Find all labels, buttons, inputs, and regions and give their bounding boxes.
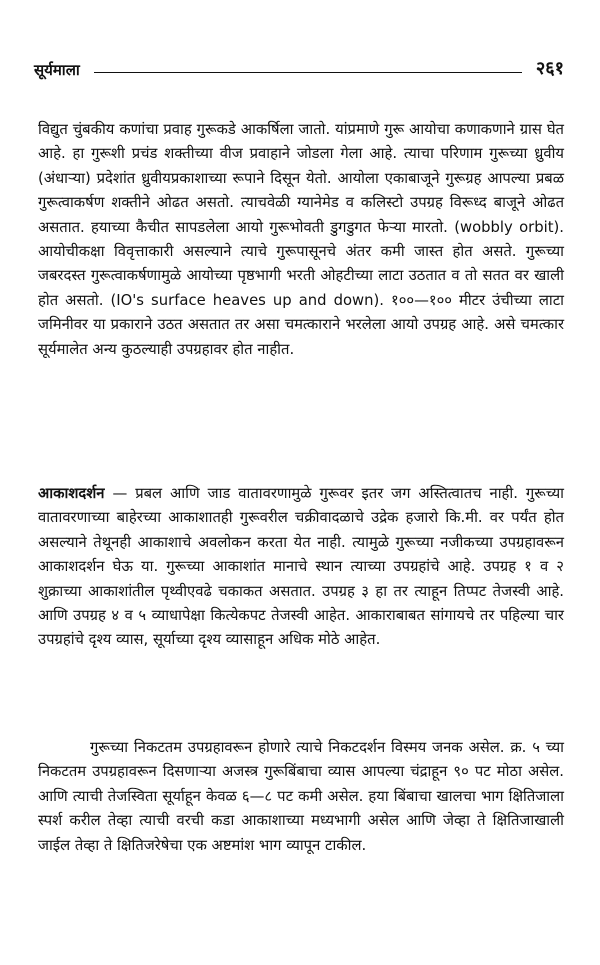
paragraph-io: विद्युत चुंबकीय कणांचा प्रवाह गुरूकडे आकर्षिला जातो. यांप्रमाणे गुरू आयोचा कणाकणाने ग्रास घेत आहे. हा गुरूशी प्रचंड शक्तीच्या वीज प्रवाहाने जोडला गेला आहे. त्याचा परिणाम गुरूच्या ध्रुवीय (अंधाऱ्या) प्रदेशांत ध्रुवीयप्रकाशाच्या रूपाने दिसून येतो. आयोला एकाबाजूने गुरूग्रह आपल्या प्रबळ गुरूत्वाकर्षण शक्तीने ओढत असतो. त्याचवेळी ग्यानेमेड व कलिस्टो उपग्रह विरूध्द बाजूने ओढत असतात. हयाच्या कैचीत सापडलेला आयो गुरूभोवती डुगडुगत फेऱ्या मारतो. (wobbly orbit). आयोचीकक्षा विवृत्ताकारी असल्याने त्याचे गुरूपासूनचे अंतर कमी जास्त होत असते. गुरूच्या जबरदस्त गुरूत्वाकर्षणामुळे आयोच्या पृष्ठभागी भरती ओहटीच्या लाटा उठतात व तो सतत वर खाली होत असतो. (IO's surface heaves up and down). १००—१०० मीटर उंचीच्या लाटा जमिनीवर या प्रकाराने उठत असतात तर असा चमत्काराने भरलेला आयो उपग्रह आहे. असे चमत्कार सूर्यमालेत अन्य कुठल्याही उपग्रहावर होत नाहीत.: [38, 121, 564, 358]
paragraph-close-view: गुरूच्या निकटतम उपग्रहावरून होणारे त्याचे निकटदर्शन विस्मय जनक असेल. क्र. ५ च्या निकटतम उपग्रहावरून दिसणाऱ्या अजस्त्र गुरूबिंबाचा व्यास आपल्या चंद्राहून ९० पट मोठा असेल. आणि त्याची तेजस्विता सूर्याहून केवळ ६—८ पट कमी असेल. हया बिंबाचा खालचा भाग क्षितिजाला स्पर्श करील तेव्हा त्याची वरची कडा आकाशाच्या मध्यभागी असेल आणि जेव्हा ते क्षितिजाखाली जाईल तेव्हा ते क्षितिजरेषेचा एक अष्टमांश भाग व्यापून टाकील.: [38, 739, 564, 854]
paragraph-sky-view: [38, 482, 564, 653]
page-number: २६१: [535, 58, 564, 79]
paragraph-sky-view-text: — प्रबल आणि जाड वातावरणामुळे गुरूवर इतर जग अस्तित्वातच नाही. गुरूच्या वातावरणाच्या बाहेरच्या आकाशातही गुरूवरील चक्रीवादळाचे उद्रेक हजारो कि.मी. वर पर्यंत होत असल्याने तेथूनही आकाशाचे अवलोकन करता येत नाही. त्यामुळे गुरूच्या नजीकच्या उपग्रहावरून आकाशदर्शन घेऊ या. गुरूच्या आकाशांत मानाचे स्थान त्याच्या उपग्रहांचे आहे. उपग्रह १ व २ शुक्राच्या आकाशांतील पृथ्वीएवढे चकाकत असतात. उपग्रह ३ हा तर त्याहून तिप्पट तेजस्वी आहे. आणि उपग्रह ४ व ५ व्याधापेक्षा कित्येकपट तेजस्वी आहेत. आकाराबाबत सांगायचे तर पहिल्या चार उपग्रहांचे दृश्य व्यास, सूर्याच्या दृश्य व्यासाहून अधिक मोठे आहेत.: [38, 485, 564, 649]
running-title: सूर्यमाला: [34, 61, 80, 79]
section-heading: आकाशदर्शन: [38, 485, 105, 502]
header-rule: [94, 72, 522, 73]
running-header: [34, 56, 564, 80]
